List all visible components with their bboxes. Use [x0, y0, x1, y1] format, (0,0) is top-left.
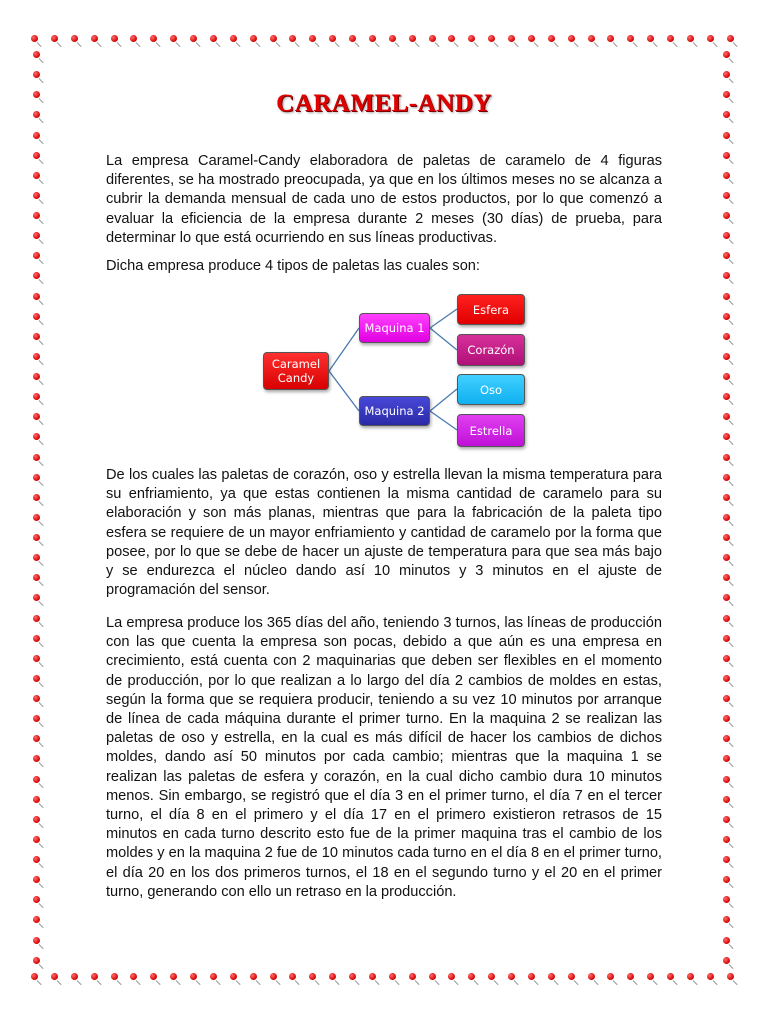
- product-tree-diagram: [258, 292, 528, 457]
- node-esfera: Esfera: [457, 294, 525, 325]
- lollipop-border-icon: [32, 593, 44, 605]
- lollipop-border-icon: [408, 34, 420, 46]
- lollipop-border-icon: [32, 70, 44, 82]
- lollipop-border-icon: [229, 972, 241, 984]
- lollipop-border-icon: [129, 972, 141, 984]
- lollipop-border-icon: [388, 972, 400, 984]
- lollipop-border-icon: [722, 553, 734, 565]
- node-oso: Oso: [457, 374, 525, 405]
- node-caramel-candy: Caramel Candy: [263, 352, 329, 390]
- lollipop-border-icon: [722, 271, 734, 283]
- connector-root-m2: [329, 371, 359, 411]
- lollipop-border-icon: [32, 815, 44, 827]
- lollipop-border-icon: [722, 432, 734, 444]
- lollipop-border-icon: [209, 972, 221, 984]
- lollipop-border-icon: [32, 915, 44, 927]
- lollipop-border-icon: [328, 972, 340, 984]
- lollipop-border-icon: [368, 34, 380, 46]
- lollipop-border-icon: [666, 34, 678, 46]
- lollipop-border-icon: [722, 251, 734, 263]
- lollipop-border-icon: [722, 654, 734, 666]
- intro-paragraph: La empresa Caramel-Candy elaboradora de paletas de caramelo de 4 figuras diferentes, se ha mostrado preocupada, ya que en los últimos meses no se alcanza a cubrir la demanda mensual de cada uno de estos productos, por lo que comenzó a evaluar la eficiencia de la empresa durante 2 meses (30 días) de prueba, para determinar lo que está ocurriendo en sus líneas productivas.: [106, 153, 662, 246]
- lollipop-border-icon: [110, 34, 122, 46]
- lollipop-border-icon: [606, 972, 618, 984]
- lollipop-border-icon: [32, 211, 44, 223]
- lollipop-border-icon: [32, 614, 44, 626]
- lollipop-border-icon: [32, 674, 44, 686]
- border-left: [32, 50, 44, 968]
- lollipop-border-icon: [722, 171, 734, 183]
- lollipop-border-icon: [722, 855, 734, 867]
- border-bottom: [30, 972, 738, 984]
- lollipop-border-icon: [722, 835, 734, 847]
- lollipop-border-icon: [686, 34, 698, 46]
- lollipop-border-icon: [547, 34, 559, 46]
- lollipop-border-icon: [722, 956, 734, 968]
- lollipop-border-icon: [32, 50, 44, 62]
- cooling-paragraph: De los cuales las paletas de corazón, oso y estrella llevan la misma temperatura para su enfriamiento, ya que estas contienen la misma cantidad de caramelo para su elaboración y son más planas, mientras que para la fabricación de la paleta tipo esfera se requiere de un mayor enfriamiento y cantidad de caramelo por la forma que posee, por lo que se debe de hacer un ajuste de temperatura para que sea más bajo y se endurezca el núcleo dando así 10 minutos y 3 minutos en el ajuste de programación del sensor.: [106, 467, 662, 599]
- lollipop-border-icon: [626, 972, 638, 984]
- lollipop-border-icon: [722, 674, 734, 686]
- lollipop-border-icon: [32, 694, 44, 706]
- lollipop-border-icon: [722, 754, 734, 766]
- lollipop-border-icon: [32, 553, 44, 565]
- lollipop-border-icon: [32, 513, 44, 525]
- lollipop-border-icon: [467, 34, 479, 46]
- lollipop-border-icon: [722, 593, 734, 605]
- lollipop-border-icon: [467, 972, 479, 984]
- lollipop-border-icon: [169, 34, 181, 46]
- lollipop-border-icon: [32, 714, 44, 726]
- lollipop-border-icon: [32, 956, 44, 968]
- node-corazon: Corazón: [457, 334, 525, 366]
- lollipop-border-icon: [722, 292, 734, 304]
- lollipop-border-icon: [567, 972, 579, 984]
- lollipop-border-icon: [90, 972, 102, 984]
- lollipop-border-icon: [646, 34, 658, 46]
- lollipop-border-icon: [646, 972, 658, 984]
- lollipop-border-icon: [722, 493, 734, 505]
- node-estrella: Estrella: [457, 414, 525, 447]
- lollipop-border-icon: [722, 694, 734, 706]
- lollipop-border-icon: [722, 211, 734, 223]
- lollipop-border-icon: [722, 131, 734, 143]
- lollipop-border-icon: [32, 292, 44, 304]
- lollipop-border-icon: [722, 332, 734, 344]
- connector-m1-esfera: [430, 309, 457, 328]
- node-maquina-2: Maquina 2: [359, 396, 430, 426]
- lollipop-border-icon: [32, 754, 44, 766]
- lollipop-border-icon: [722, 70, 734, 82]
- lollipop-border-icon: [722, 614, 734, 626]
- lollipop-border-icon: [722, 875, 734, 887]
- lollipop-border-icon: [32, 372, 44, 384]
- lollipop-border-icon: [32, 654, 44, 666]
- lollipop-border-icon: [32, 634, 44, 646]
- lollipop-border-icon: [527, 34, 539, 46]
- lollipop-border-icon: [32, 493, 44, 505]
- lollipop-border-icon: [722, 775, 734, 787]
- connector-m2-oso: [430, 389, 457, 411]
- lollipop-border-icon: [626, 34, 638, 46]
- lollipop-border-icon: [129, 34, 141, 46]
- lollipop-border-icon: [726, 34, 738, 46]
- lollipop-border-icon: [722, 734, 734, 746]
- lollipop-border-icon: [722, 815, 734, 827]
- lollipop-border-icon: [32, 875, 44, 887]
- lollipop-border-icon: [487, 972, 499, 984]
- lollipop-border-icon: [686, 972, 698, 984]
- lollipop-border-icon: [428, 34, 440, 46]
- lollipop-border-icon: [706, 972, 718, 984]
- lollipop-border-icon: [308, 34, 320, 46]
- lollipop-border-icon: [32, 734, 44, 746]
- lollipop-border-icon: [722, 573, 734, 585]
- lollipop-border-icon: [70, 972, 82, 984]
- lollipop-border-icon: [722, 453, 734, 465]
- lollipop-border-icon: [269, 972, 281, 984]
- lollipop-border-icon: [726, 972, 738, 984]
- border-top: [30, 34, 738, 46]
- lollipop-border-icon: [32, 473, 44, 485]
- lollipop-border-icon: [288, 972, 300, 984]
- lollipop-border-icon: [706, 34, 718, 46]
- lollipop-border-icon: [169, 972, 181, 984]
- border-right: [722, 50, 734, 968]
- lollipop-border-icon: [722, 634, 734, 646]
- lollipop-border-icon: [722, 473, 734, 485]
- production-paragraph: La empresa produce los 365 días del año, teniendo 3 turnos, las líneas de producción con las que cuenta la empresa son pocas, debido a que aún es una empresa en crecimiento, está cuenta con 2 maquinarias que deben ser flexibles en el momento de producción, por lo que realizan a lo largo del día 2 cambios de moldes en estas, según la forma que se requiera producir, teniendo a su vez 10 minutos por arranque de línea de cada máquina durante el primer turno. En la maquina 2 se realizan las paletas de oso y estrella, en la cual es más difícil de hacer los cambios de dichos moldes, dando así 50 minutos por cada cambio; mientras que la maquina 1 se realizan las paletas de esfera y corazón, en la cual dicho cambio dura 10 minutos menos. Sin embargo, se registró que el día 3 en el primer turno, el día 7 en el tercer turno, el día 8 en el primero y el día 17 en el primero existieron retrasos de 15 minutos en cada turno descrito esto fue de la primer maquina tras el cambio de los moldes y en la maquina 2 fue de 10 minutos cada turno en el día 8 en el primer turno, el día 20 en los dos primeros turnos, el 18 en el segundo turno y el 20 en el primer turno, generando con ello un retraso en la producción.: [106, 615, 662, 900]
- lollipop-border-icon: [722, 795, 734, 807]
- lollipop-border-icon: [32, 895, 44, 907]
- lollipop-border-icon: [507, 34, 519, 46]
- lollipop-border-icon: [32, 412, 44, 424]
- lollipop-border-icon: [722, 895, 734, 907]
- lollipop-border-icon: [32, 191, 44, 203]
- lollipop-border-icon: [32, 573, 44, 585]
- lollipop-border-icon: [722, 714, 734, 726]
- connector-m2-estrella: [430, 411, 457, 430]
- lollipop-border-icon: [32, 251, 44, 263]
- lollipop-border-icon: [722, 151, 734, 163]
- node-maquina-1: Maquina 1: [359, 313, 430, 343]
- lollipop-border-icon: [209, 34, 221, 46]
- lollipop-border-icon: [32, 332, 44, 344]
- lollipop-border-icon: [229, 34, 241, 46]
- lollipop-border-icon: [388, 34, 400, 46]
- lollipop-border-icon: [32, 835, 44, 847]
- lollipop-border-icon: [50, 34, 62, 46]
- lollipop-border-icon: [32, 171, 44, 183]
- lollipop-border-icon: [722, 191, 734, 203]
- lollipop-border-icon: [722, 533, 734, 545]
- lollipop-border-icon: [722, 372, 734, 384]
- lollipop-border-icon: [70, 34, 82, 46]
- lollipop-border-icon: [527, 972, 539, 984]
- lollipop-border-icon: [308, 972, 320, 984]
- lollipop-border-icon: [722, 392, 734, 404]
- types-intro-paragraph: Dicha empresa produce 4 tipos de paletas las cuales son:: [106, 258, 480, 274]
- lollipop-border-icon: [722, 312, 734, 324]
- lollipop-border-icon: [249, 972, 261, 984]
- lollipop-border-icon: [32, 151, 44, 163]
- lollipop-border-icon: [408, 972, 420, 984]
- lollipop-border-icon: [149, 972, 161, 984]
- lollipop-border-icon: [90, 34, 102, 46]
- lollipop-border-icon: [348, 34, 360, 46]
- lollipop-border-icon: [32, 795, 44, 807]
- lollipop-border-icon: [666, 972, 678, 984]
- connector-root-m1: [329, 328, 359, 371]
- lollipop-border-icon: [269, 34, 281, 46]
- lollipop-border-icon: [30, 34, 42, 46]
- lollipop-border-icon: [587, 972, 599, 984]
- lollipop-border-icon: [32, 936, 44, 948]
- page-title: CARAMEL-ANDY: [276, 90, 492, 117]
- lollipop-border-icon: [32, 352, 44, 364]
- lollipop-border-icon: [606, 34, 618, 46]
- lollipop-border-icon: [447, 972, 459, 984]
- lollipop-border-icon: [32, 392, 44, 404]
- lollipop-border-icon: [110, 972, 122, 984]
- lollipop-border-icon: [32, 453, 44, 465]
- lollipop-border-icon: [32, 432, 44, 444]
- lollipop-border-icon: [722, 50, 734, 62]
- lollipop-border-icon: [487, 34, 499, 46]
- lollipop-border-icon: [189, 34, 201, 46]
- lollipop-border-icon: [507, 972, 519, 984]
- lollipop-border-icon: [722, 513, 734, 525]
- lollipop-border-icon: [587, 34, 599, 46]
- lollipop-border-icon: [447, 34, 459, 46]
- lollipop-border-icon: [328, 34, 340, 46]
- lollipop-border-icon: [32, 131, 44, 143]
- lollipop-border-icon: [32, 775, 44, 787]
- lollipop-border-icon: [32, 855, 44, 867]
- lollipop-border-icon: [30, 972, 42, 984]
- lollipop-border-icon: [567, 34, 579, 46]
- lollipop-border-icon: [32, 312, 44, 324]
- lollipop-border-icon: [722, 915, 734, 927]
- lollipop-border-icon: [249, 34, 261, 46]
- lollipop-border-icon: [149, 34, 161, 46]
- lollipop-border-icon: [547, 972, 559, 984]
- lollipop-border-icon: [348, 972, 360, 984]
- lollipop-border-icon: [722, 231, 734, 243]
- lollipop-border-icon: [722, 412, 734, 424]
- lollipop-border-icon: [368, 972, 380, 984]
- lollipop-border-icon: [428, 972, 440, 984]
- lollipop-border-icon: [722, 936, 734, 948]
- lollipop-border-icon: [32, 271, 44, 283]
- lollipop-border-icon: [32, 533, 44, 545]
- connector-m1-corazon: [430, 328, 457, 350]
- lollipop-border-icon: [288, 34, 300, 46]
- lollipop-border-icon: [32, 231, 44, 243]
- lollipop-border-icon: [50, 972, 62, 984]
- lollipop-border-icon: [189, 972, 201, 984]
- lollipop-border-icon: [722, 352, 734, 364]
